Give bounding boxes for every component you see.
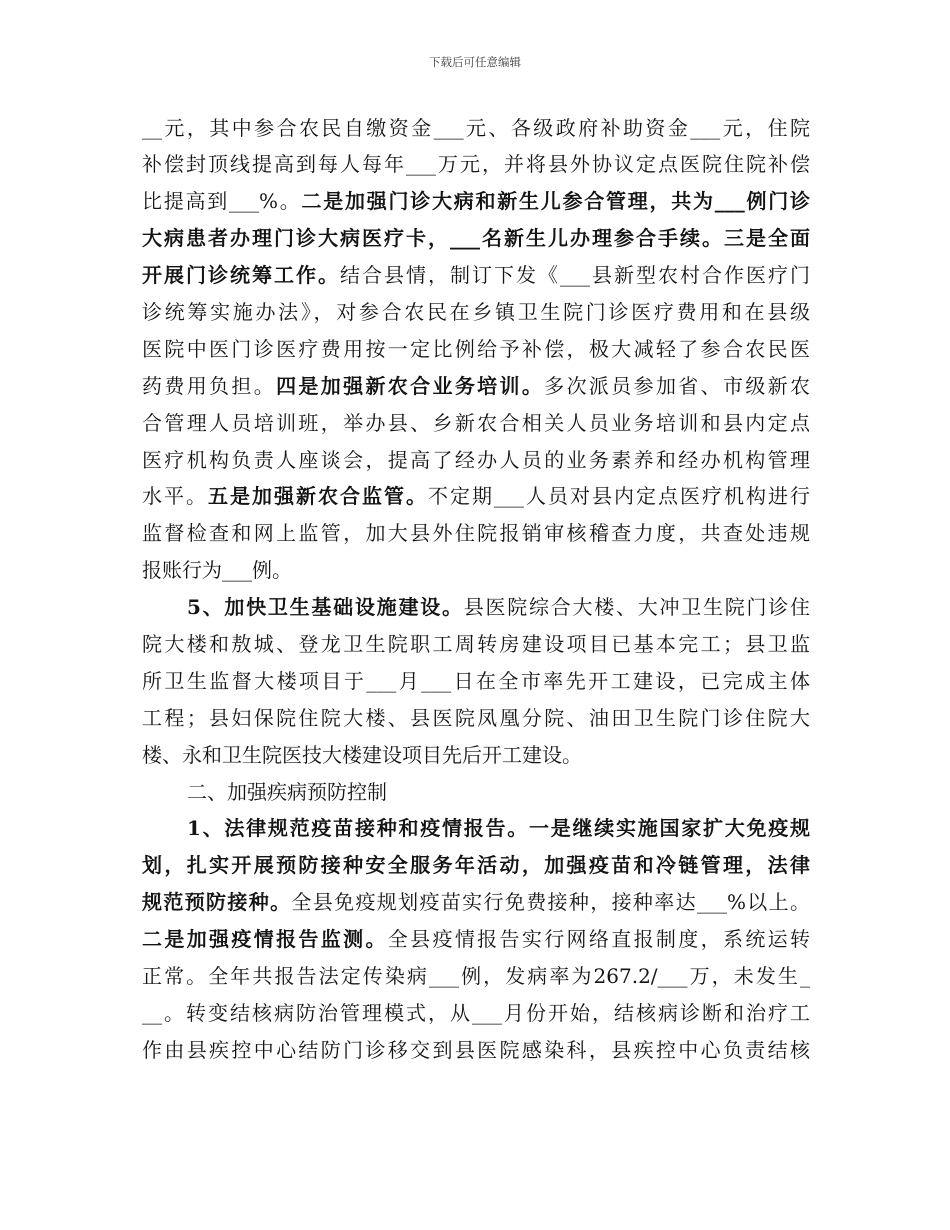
text-line [142, 442, 810, 479]
text-run: 合管理人员培训班，举办县、乡新农合相关人员业务培训和县内定点 [142, 410, 810, 435]
bold-text-run: 大病患者办理门诊大病医疗卡，___名新生儿办理参合手续。三是全面 [142, 226, 810, 251]
bold-text-run: 五是加强新农合监管。 [208, 484, 428, 509]
text-run: 楼、永和卫生院医技大楼建设项目先后开工建设。 [142, 742, 582, 767]
bold-text-run: 5、加快卫生基础设施建设。 [187, 595, 464, 620]
text-line [142, 220, 810, 257]
text-run: 不定期___人员对县内定点医疗机构进行 [428, 484, 810, 509]
bold-text-run: 二是加强门诊大病和新生儿参合管理，共为___例门诊 [301, 189, 811, 214]
text-line [142, 774, 810, 811]
text-run: 工程；县妇保院住院大楼、县医院凤凰分院、油田卫生院门诊住院大 [142, 705, 810, 730]
paragraph [142, 810, 810, 1068]
page-header-note: 下载后可任意编辑 [429, 55, 521, 69]
text-line [142, 995, 810, 1032]
bold-text-run: 规范预防接种。 [142, 890, 292, 915]
text-run: 院大楼和敖城、登龙卫生院职工周转房建设项目已基本完工；县卫监 [142, 631, 810, 656]
text-line [142, 737, 810, 774]
text-run: __。转变结核病防治管理模式，从___月份开始，结核病诊断和治疗工 [142, 1000, 810, 1025]
paragraph [142, 110, 810, 590]
text-line [142, 958, 810, 995]
text-line [142, 515, 810, 552]
text-line [142, 921, 810, 958]
text-run: 全县免疫规划疫苗实行免费接种，接种率达___%以上。 [291, 890, 810, 915]
text-line [142, 700, 810, 737]
text-run: __元，其中参合农民自缴资金___元、各级政府补助资金___元，住院 [142, 115, 810, 140]
bold-text-run: 划，扎实开展预防接种安全服务年活动，加强疫苗和冷链管理，法律 [142, 853, 810, 878]
text-run: 医疗机构负责人座谈会，提高了经办人员的业务素养和经办机构管理 [142, 447, 810, 472]
text-line [142, 331, 810, 368]
text-run: 全县疫情报告实行网络直报制度，系统运转 [387, 927, 811, 952]
text-line [142, 368, 810, 405]
text-line [142, 294, 810, 331]
text-run: 所卫生监督大楼项目于___月___日在全市率先开工建设，已完成主体 [142, 668, 810, 693]
text-line [142, 478, 810, 515]
text-run: 结合县情，制订下发《___县新型农村合作医疗门 [340, 263, 810, 288]
text-run: 二、加强疾病预防控制 [187, 779, 387, 804]
text-line [142, 405, 810, 442]
text-run: 作由县疾控中心结防门诊移交到县医院感染科，县疾控中心负责结核 [142, 1037, 810, 1062]
text-line [142, 1032, 810, 1069]
bold-text-run: 开展门诊统筹工作。 [142, 263, 340, 288]
text-run: 多次派员参加省、市级新农 [544, 373, 811, 398]
text-run: 正常。全年共报告法定传染病___例，发病率为267.2/___万，未发生_ [142, 963, 810, 988]
text-run: 药费用负担。 [142, 373, 277, 398]
text-run: 诊统筹实施办法》，对参合农民在乡镇卫生院门诊医疗费用和在县级 [142, 299, 810, 324]
text-line [142, 884, 810, 921]
text-run: 水平。 [142, 484, 208, 509]
text-run: 县医院综合大楼、大冲卫生院门诊住 [463, 595, 810, 620]
text-line [142, 183, 810, 220]
bold-text-run: 1、法律规范疫苗接种和疫情报告。一是继续实施国家扩大免疫规 [187, 816, 810, 841]
text-run: 医院中医门诊医疗费用按一定比例给予补偿，极大减轻了参合农民医 [142, 336, 810, 361]
text-run: 监督检查和网上监管，加大县外住院报销审核稽查力度，共查处违规 [142, 521, 810, 546]
text-run: 补偿封顶线提高到每人每年___万元，并将县外协议定点医院住院补偿 [142, 152, 810, 177]
text-line [142, 146, 810, 183]
text-line [142, 663, 810, 700]
paragraph [142, 589, 810, 773]
document-body [142, 110, 810, 1069]
bold-text-run: 四是加强新农合业务培训。 [276, 373, 545, 398]
text-line [142, 110, 810, 147]
section-heading [142, 774, 810, 811]
text-line [142, 847, 810, 884]
text-line [142, 257, 810, 294]
text-line [142, 589, 810, 626]
bold-text-run: 二是加强疫情报告监测。 [142, 927, 388, 952]
text-line [142, 552, 810, 589]
text-line [142, 626, 810, 663]
text-run: 报账行为___例。 [142, 558, 292, 583]
text-line [142, 810, 810, 847]
text-run: 比提高到___%。 [142, 189, 302, 214]
